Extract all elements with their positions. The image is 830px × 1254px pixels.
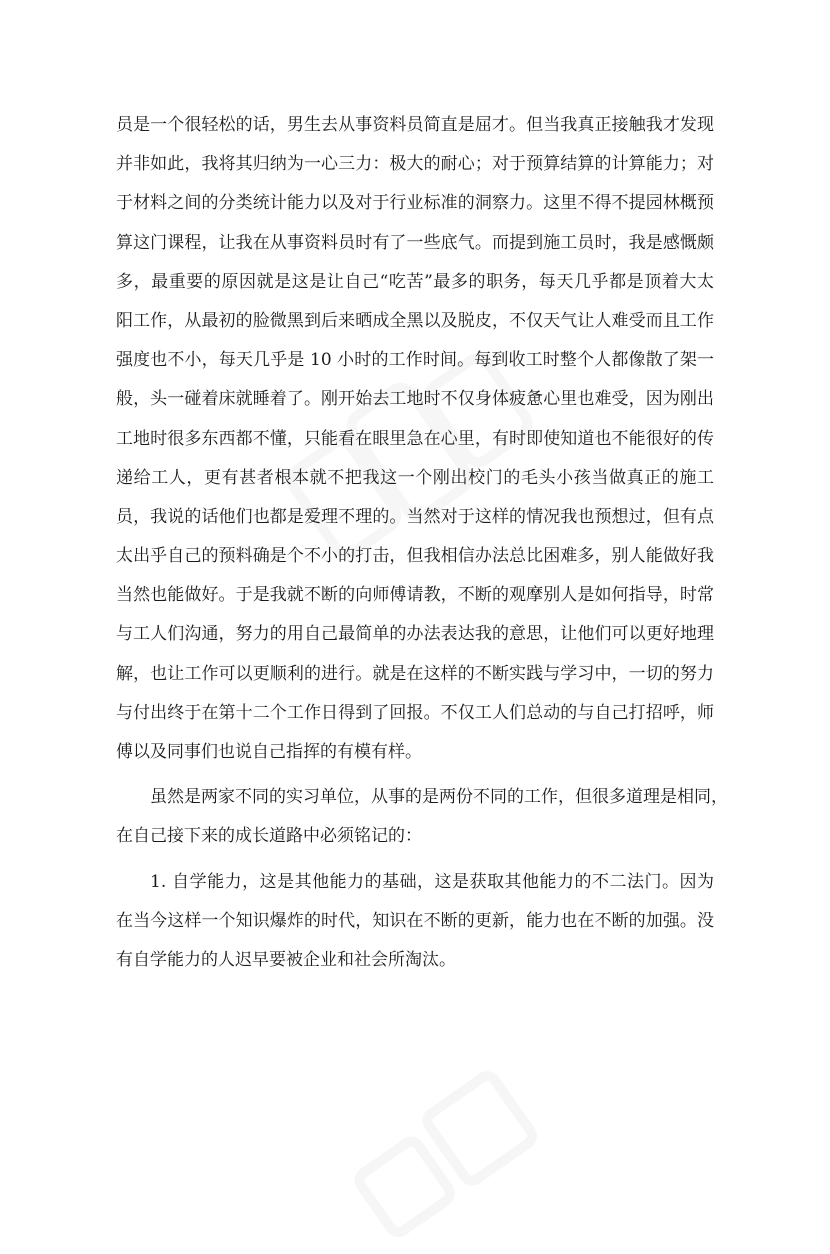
- text-line: 递给工人，更有甚者根本就不把我这一个刚出校门的毛头小孩当做真正的施工: [116, 467, 714, 488]
- document-body: [116, 106, 728, 980]
- text-line: 与付出终于在第十二个工作日得到了回报。不仅工人们总动的与自己打招呼，师: [116, 702, 714, 723]
- text-line: 虽然是两家不同的实习单位，从事的是两份不同的工作，但很多道理是相同，: [150, 787, 728, 808]
- text-line: 在当今这样一个知识爆炸的时代，知识在不断的更新，能力也在不断的加强。没: [116, 910, 714, 931]
- paragraph-3: [116, 863, 714, 981]
- text-line: 员是一个很轻松的话，男生去从事资料员简直是屈才。但当我真正接触我才发现: [116, 115, 714, 135]
- paragraph-1: [116, 106, 714, 772]
- text-line: 1. 自学能力，这是其他能力的基础，这是获取其他能力的不二法门。因为: [150, 871, 714, 892]
- text-line: 有自学能力的人迟早要被企业和社会所淘汰。: [116, 949, 456, 970]
- text-line: 强度也不小，每天几乎是 10 小时的工作时间。每到收工时整个人都像散了架一: [116, 350, 714, 371]
- text-line: 傅以及同事们也说自己指挥的有模有样。: [116, 742, 422, 762]
- paragraph-2: [116, 778, 728, 856]
- text-line: 般，头一碰着床就睡着了。刚开始去工地时不仅身体疲惫心里也难受，因为刚出: [116, 389, 714, 410]
- text-line: 算这门课程，让我在从事资料员时有了一些底气。而提到施工员时，我是感慨颇: [116, 232, 714, 253]
- text-line: 员，我说的话他们也都是爱理不理的。当然对于这样的情况我也预想过，但有点: [116, 506, 714, 527]
- text-line: 多，最重要的原因就是这是让自己“吃苦”最多的职务，每天几乎都是顶着大太: [116, 271, 714, 292]
- text-line: 当然也能做好。于是我就不断的向师傅请教，不断的观摩别人是如何指导，时常: [116, 585, 714, 606]
- text-line: 与工人们沟通，努力的用自己最简单的办法表达我的意思，让他们可以更好地理: [116, 624, 714, 645]
- text-line: 在自己接下来的成长道路中必须铭记的：: [116, 826, 422, 847]
- text-line: 阳工作，从最初的脸微黑到后来晒成全黑以及脱皮，不仅天气让人难受而且工作: [116, 310, 714, 331]
- watermark-logo-bottom: [321, 1046, 559, 1254]
- text-line: 于材料之间的分类统计能力以及对于行业标准的洞察力。这里不得不提园林概预: [116, 193, 714, 214]
- text-line: 工地时很多东西都不懂，只能看在眼里急在心里，有时即使知道也不能很好的传: [116, 428, 714, 449]
- text-line: 解，也让工作可以更顺利的进行。就是在这样的不断实践与学习中，一切的努力: [116, 663, 714, 684]
- text-line: 并非如此，我将其归纳为一心三力：极大的耐心；对于预算结算的计算能力；对: [116, 154, 714, 175]
- text-line: 太出乎自己的预料确是个不小的打击，但我相信办法总比困难多，别人能做好我: [116, 546, 714, 567]
